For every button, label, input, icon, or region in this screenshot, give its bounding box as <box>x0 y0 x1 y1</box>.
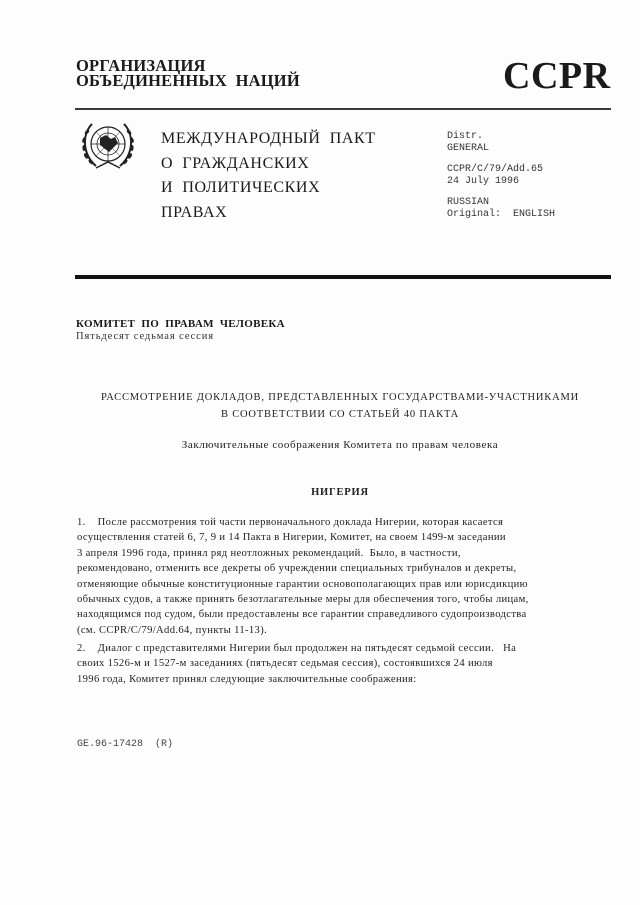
un-emblem-icon <box>78 118 138 174</box>
paragraph-2-line: 1996 года, Комитет принял следующие заключительные соображения: <box>77 673 417 685</box>
paragraph-1-line: осуществления статей 6, 7, 9 и 14 Пакта в Нигерии, Комитет, на своем 1499-м заседании <box>77 532 506 544</box>
organization-line-1: ОРГАНИЗАЦИЯ <box>76 56 206 75</box>
country-heading: НИГЕРИЯ <box>311 487 369 498</box>
organization-line-2: ОБЪЕДИНЕННЫХ НАЦИЙ <box>76 71 300 90</box>
paragraph-1-line: находящимся под судом, были предоставлены все гарантии справедливого судопроизводства <box>77 609 527 621</box>
original-language: Original: ENGLISH <box>447 208 556 220</box>
covenant-line-1: МЕЖДУНАРОДНЫЙ ПАКТ <box>161 130 376 147</box>
paragraph-1-line: (см. CCPR/C/79/Add.64, пункты 11-13). <box>77 624 268 636</box>
header-divider <box>75 108 611 110</box>
document-symbol: CCPR/C/79/Add.65 <box>447 164 544 175</box>
covenant-title <box>161 127 376 225</box>
paragraph-2-line: 2. Диалог с представителями Нигерии был продолжен на пятьдесят седьмой сессии. На <box>77 643 517 654</box>
paragraph-1-line: рекомендовано, отменить все декреты об учреждении специальных трибуналов и декреты, <box>77 563 517 575</box>
document-metadata <box>447 131 555 230</box>
document-language: RUSSIAN <box>447 197 490 208</box>
document-subtitle: Заключительные соображения Комитета по правам человека <box>181 439 499 451</box>
distribution-value: GENERAL <box>447 142 490 154</box>
distribution-label: Distr. <box>447 131 484 142</box>
paragraph-1-line: 3 апреля 1996 года, принял ряд неотложных рекомендаций. Было, в частности, <box>77 547 461 559</box>
paragraph-2-line: своих 1526-м и 1527-м заседаниях (пятьдесят седьмая сессия), состоявшихся 24 июля <box>77 658 493 670</box>
paragraph-1 <box>77 515 607 638</box>
covenant-line-3: И ПОЛИТИЧЕСКИХ <box>161 179 321 196</box>
committee-name: КОМИТЕТ ПО ПРАВАМ ЧЕЛОВЕКА <box>76 318 285 330</box>
organization-name <box>76 58 300 88</box>
paragraph-1-line: 1. После рассмотрения той части первоначального доклада Нигерии, которая касается <box>77 517 504 528</box>
session-name: Пятьдесят седьмая сессия <box>76 331 214 342</box>
document-title-line-2: В СООТВЕТСТВИИ СО СТАТЬЕЙ 40 ПАКТА <box>220 409 460 420</box>
paragraph-1-line: отменяющие обычные конституционные гарантии основополагающих прав или юрисдикцию <box>77 578 528 590</box>
paragraph-1-line: обычных судов, а также принять безотлагательные меры для обеспечения того, чтобы лицам, <box>77 594 529 606</box>
document-title <box>80 389 600 423</box>
covenant-line-2: О ГРАЖДАНСКИХ <box>161 154 310 172</box>
covenant-line-4: ПРАВАХ <box>161 203 228 221</box>
header-thick-divider <box>75 275 611 279</box>
job-number: GE.96-17428 (R) <box>77 739 174 750</box>
document-date: 24 July 1996 <box>447 175 520 187</box>
document-title-line-1: РАССМОТРЕНИЕ ДОКЛАДОВ, ПРЕДСТАВЛЕННЫХ ГОСУДАРСТВАМИ-УЧАСТНИКАМИ <box>101 392 579 403</box>
document-series-symbol: CCPR <box>503 55 611 97</box>
paragraph-2 <box>77 641 607 687</box>
